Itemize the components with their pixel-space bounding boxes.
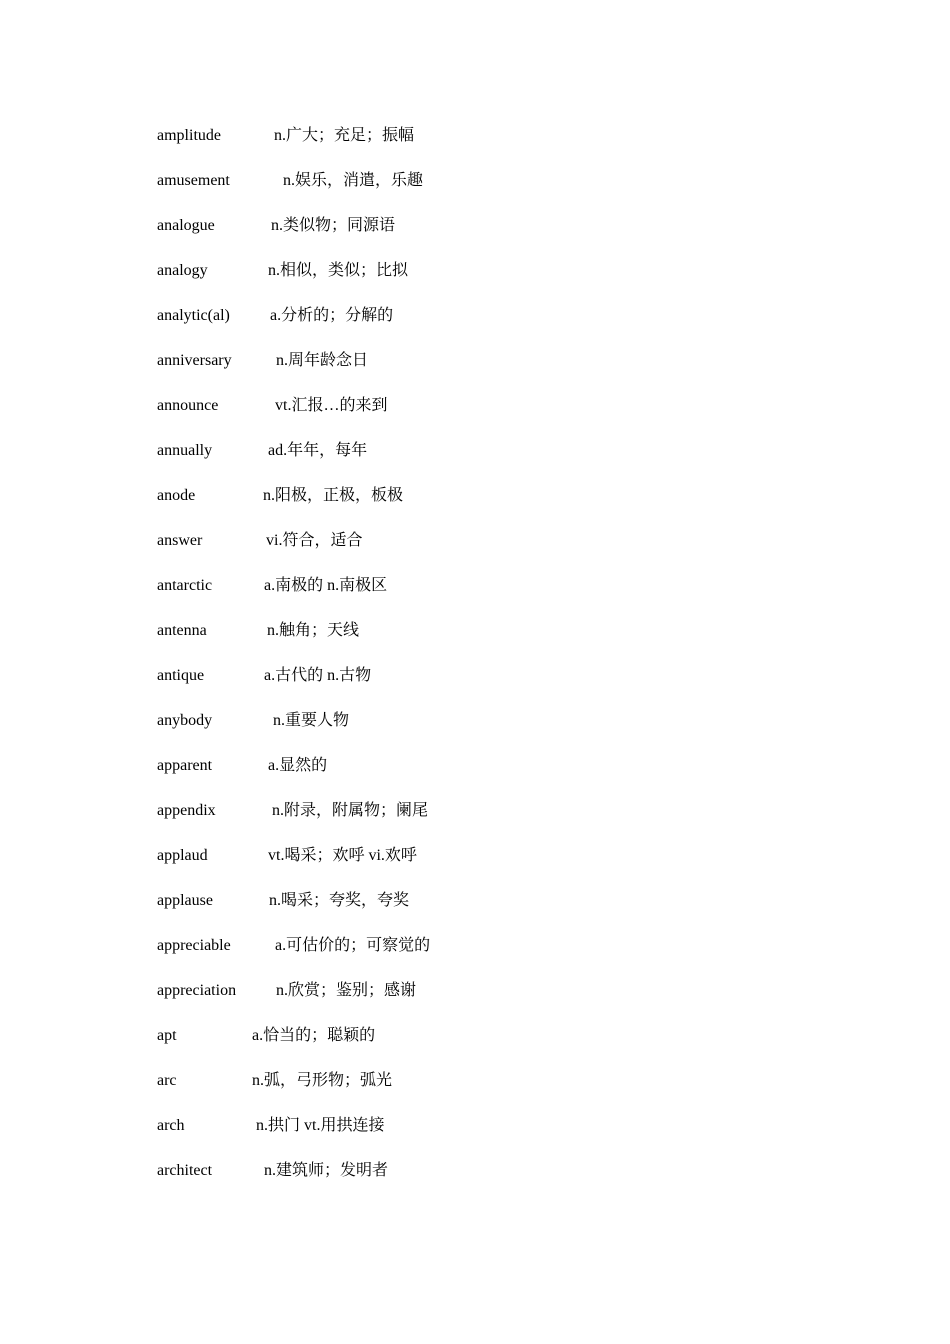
entry-word: annually xyxy=(157,442,213,459)
entry-word: appreciation xyxy=(157,982,237,999)
entry-word: arch xyxy=(157,1117,185,1134)
entry-word: analytic(al) xyxy=(157,307,230,324)
entry-word: appreciable xyxy=(157,937,231,954)
entry-definition: n.相似，类似；比拟 xyxy=(268,262,409,279)
entry-definition: vt.汇报…的来到 xyxy=(275,397,388,414)
entry-definition: n.周年龄念日 xyxy=(276,352,369,369)
entry-word: answer xyxy=(157,532,203,549)
entry-definition: n.重要人物 xyxy=(273,712,350,729)
entry-definition: a.恰当的；聪颖的 xyxy=(252,1027,376,1044)
entry-definition: a.显然的 xyxy=(268,757,328,774)
entry-definition: vt.喝采；欢呼 vi.欢呼 xyxy=(268,847,417,864)
entry-definition: n.广大；充足；振幅 xyxy=(274,127,415,144)
entry-definition: n.触角；天线 xyxy=(267,622,360,639)
entry-word: amplitude xyxy=(157,127,221,144)
entry-word: arc xyxy=(157,1072,177,1089)
entry-definition: n.附录，附属物；阑尾 xyxy=(272,802,429,819)
entry-word: anode xyxy=(157,487,196,504)
entry-word: amusement xyxy=(157,172,230,189)
entry-word: antique xyxy=(157,667,205,684)
entry-word: analogue xyxy=(157,217,215,234)
entry-word: announce xyxy=(157,397,219,414)
entry-word: apparent xyxy=(157,757,213,774)
entry-word: antarctic xyxy=(157,577,213,594)
entry-definition: a.南极的 n.南极区 xyxy=(264,577,388,594)
entry-definition: ad.年年，每年 xyxy=(268,442,368,459)
entry-definition: vi.符合，适合 xyxy=(266,532,363,549)
entry-word: apt xyxy=(157,1027,177,1044)
entry-word: applaud xyxy=(157,847,208,864)
entry-definition: n.拱门 vt.用拱连接 xyxy=(256,1117,385,1134)
entry-word: analogy xyxy=(157,262,208,279)
entry-definition: a.分析的；分解的 xyxy=(270,307,394,324)
entry-definition: a.古代的 n.古物 xyxy=(264,667,372,684)
entry-definition: n.类似物；同源语 xyxy=(271,217,396,234)
entry-definition: n.欣赏；鉴别；感谢 xyxy=(276,982,417,999)
entry-definition: n.阳极，正极，板极 xyxy=(263,487,404,504)
entry-definition: n.弧，弓形物；弧光 xyxy=(252,1072,393,1089)
entry-definition: n.娱乐，消遣，乐趣 xyxy=(283,172,424,189)
entry-definition: a.可估价的；可察觉的 xyxy=(275,937,431,954)
entry-word: anniversary xyxy=(157,352,232,369)
entry-word: applause xyxy=(157,892,213,909)
entry-word: appendix xyxy=(157,802,216,819)
entry-word: anybody xyxy=(157,712,213,729)
entry-word: antenna xyxy=(157,622,207,639)
entry-definition: n.喝采；夸奖，夸奖 xyxy=(269,892,410,909)
entry-word: architect xyxy=(157,1162,213,1179)
entry-definition: n.建筑师；发明者 xyxy=(264,1162,389,1179)
